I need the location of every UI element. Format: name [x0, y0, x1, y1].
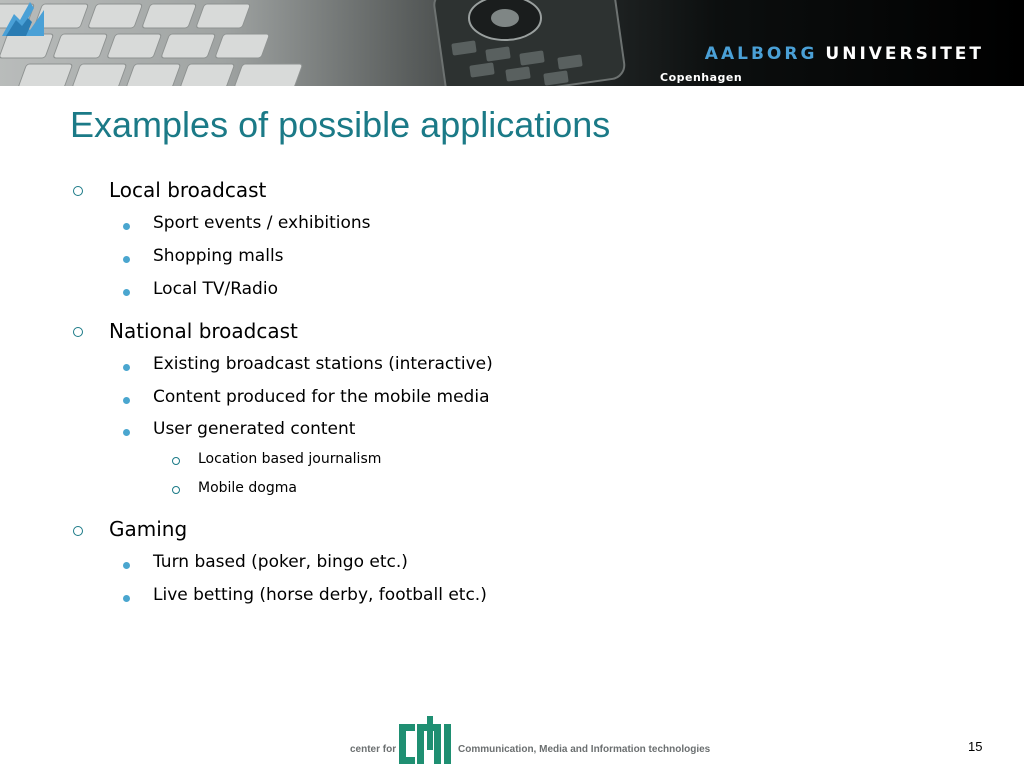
level2-bullet-icon: [123, 595, 130, 602]
level2-bullet-icon: [123, 429, 130, 436]
level2-bullet-icon: [123, 364, 130, 371]
list-item: Sport events / exhibitions: [153, 213, 371, 233]
level3-bullet-icon: [172, 486, 180, 494]
list-item: Turn based (poker, bingo etc.): [153, 552, 408, 572]
list-item: Live betting (horse derby, football etc.): [153, 585, 487, 605]
section-label: Local broadcast: [109, 178, 267, 202]
level1-bullet-icon: [73, 186, 83, 196]
sub-list-item: Location based journalism: [198, 451, 382, 467]
footer-cmi-text: Communication, Media and Information technologies: [458, 744, 711, 755]
level3-bullet-icon: [172, 457, 180, 465]
sub-list-item: Mobile dogma: [198, 480, 297, 496]
level1-bullet-icon: [73, 327, 83, 337]
level2-bullet-icon: [123, 289, 130, 296]
page-number: 15: [968, 739, 983, 754]
level2-bullet-icon: [123, 397, 130, 404]
footer-center-for: center for: [350, 744, 397, 755]
list-item: Content produced for the mobile media: [153, 387, 490, 407]
level2-bullet-icon: [123, 256, 130, 263]
list-item: User generated content: [153, 419, 356, 439]
section-label: Gaming: [109, 517, 188, 541]
list-item: Shopping malls: [153, 246, 284, 266]
list-item: Existing broadcast stations (interactive): [153, 354, 493, 374]
level2-bullet-icon: [123, 223, 130, 230]
brand-main: AALBORG: [704, 44, 818, 64]
brand-second: UNIVERSITET: [825, 44, 984, 64]
section-label: National broadcast: [109, 319, 298, 343]
list-item: Local TV/Radio: [153, 279, 278, 299]
brand-sub: Copenhagen: [660, 71, 743, 84]
slide-title: Examples of possible applications: [70, 104, 611, 145]
level1-bullet-icon: [73, 526, 83, 536]
cmi-logo-icon: [397, 714, 453, 766]
level2-bullet-icon: [123, 562, 130, 569]
